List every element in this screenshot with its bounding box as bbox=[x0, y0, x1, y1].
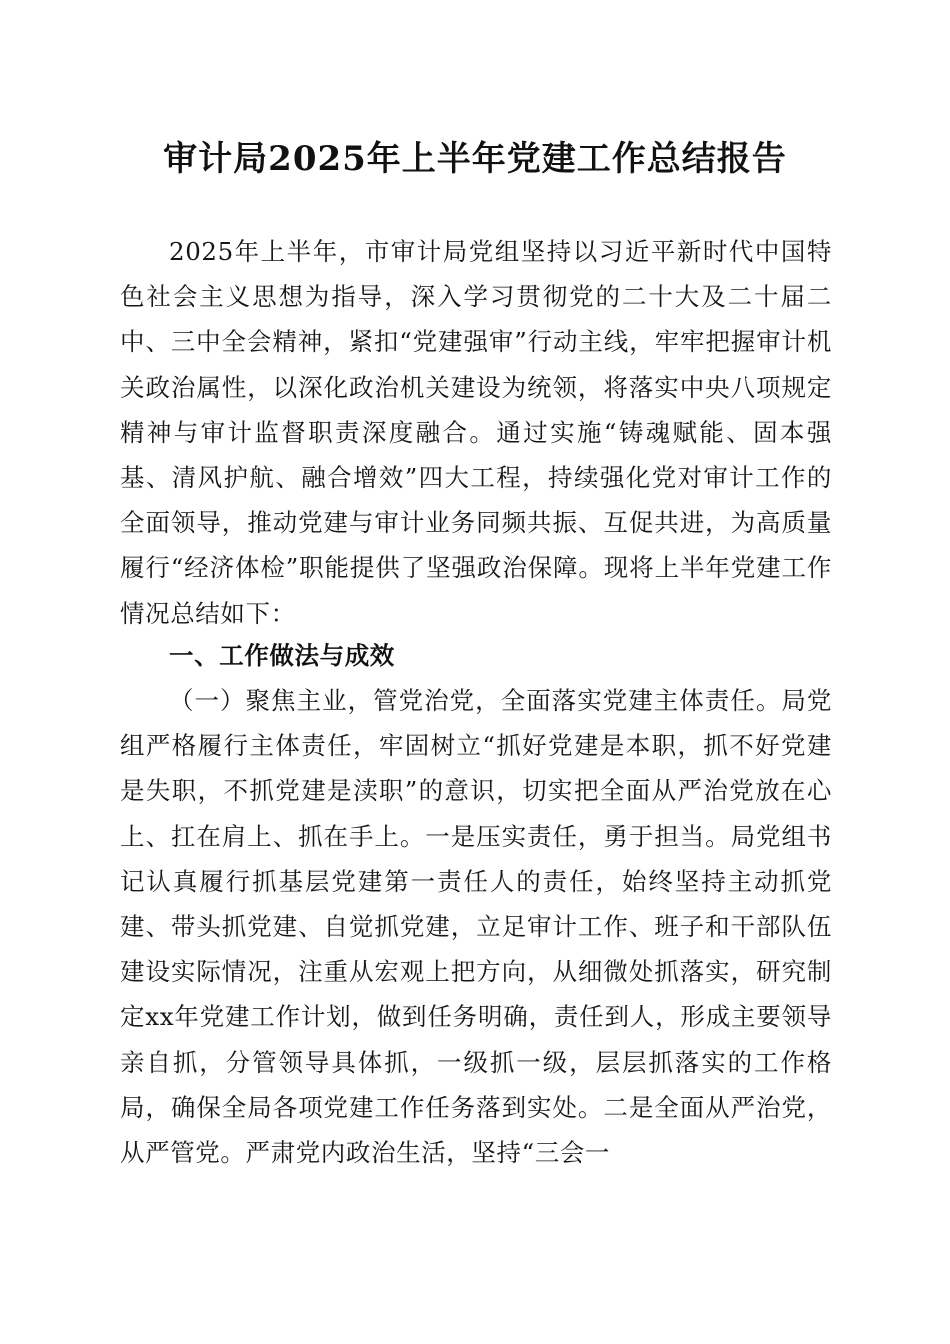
intro-paragraph: 2025年上半年，市审计局党组坚持以习近平新时代中国特色社会主义思想为指导，深入学习贯彻党的二十大及二十届二中、三中全会精神，紧扣“党建强审”行动主线，牢牢把握审计机关政治属性，以深化政治机关建设为统领，将落实中央八项规定精神与审计监督职责深度融合。通过实施“铸魂赋能、固本强基、清风护航、融合增效”四大工程，持续强化党对审计工作的全面领导，推动党建与审计业务同频共振、互促共进，为高质量履行“经济体检”职能提供了坚强政治保障。现将上半年党建工作情况总结如下： bbox=[120, 237, 832, 628]
section-heading: 一、工作做法与成效 bbox=[169, 641, 395, 670]
section1-paragraph: （一）聚焦主业，管党治党，全面落实党建主体责任。局党组严格履行主体责任，牢固树立“抓好党建是本职，抓不好党建是失职，不抓党建是渎职”的意识，切实把全面从严治党放在心上、扛在肩上、抓在手上。一是压实责任，勇于担当。局党组书记认真履行抓基层党建第一责任人的责任，始终坚持主动抓党建、带头抓党建、自觉抓党建，立足审计工作、班子和干部队伍建设实际情况，注重从宏观上把方向，从细微处抓落实，研究制定xx年党建工作计划，做到任务明确，责任到人，形成主要领导亲自抓，分管领导具体抓，一级抓一级，层层抓落实的工作格局，确保全局各项党建工作任务落到实处。二是全面从严治党，从严管党。严肃党内政治生活，坚持“三会一 bbox=[120, 686, 832, 1168]
document-title: 审计局2025年上半年党建工作总结报告 bbox=[163, 139, 787, 179]
